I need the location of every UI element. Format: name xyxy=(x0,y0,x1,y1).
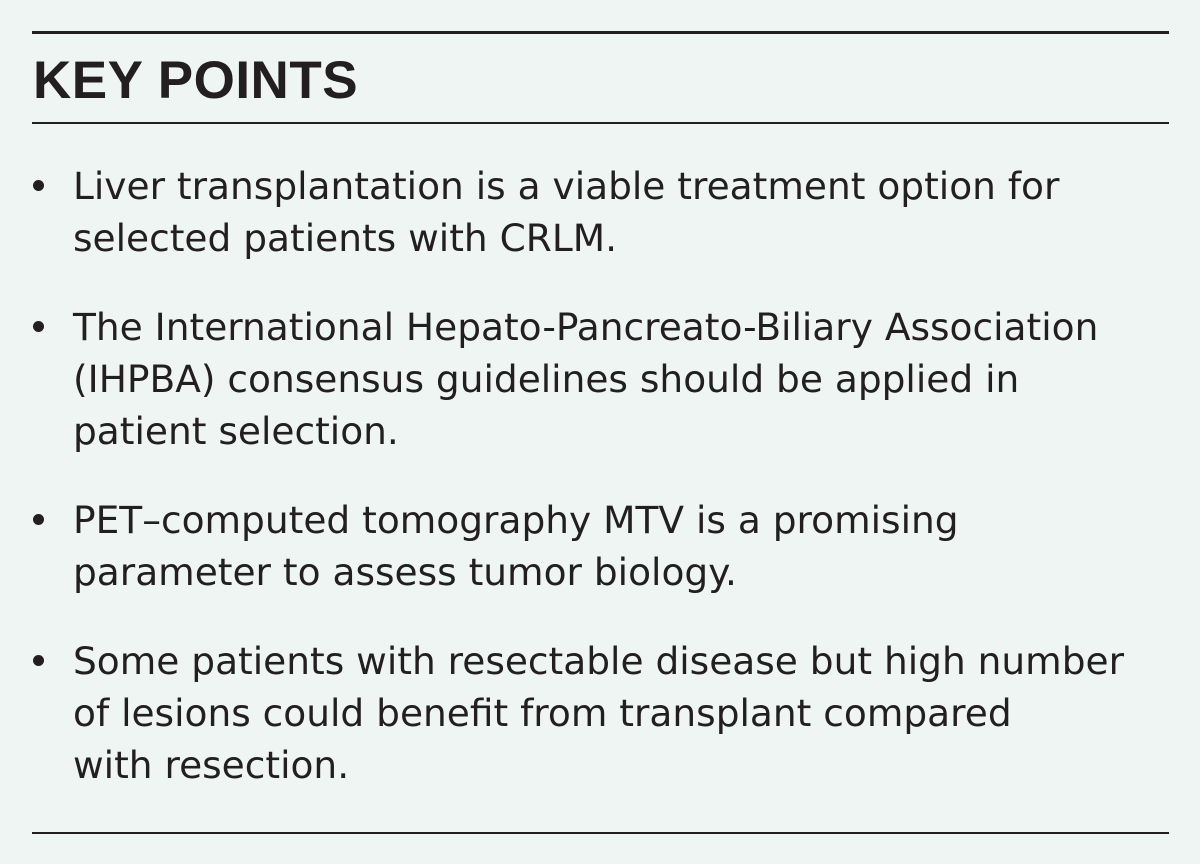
bullet-icon xyxy=(33,514,44,525)
bottom-rule xyxy=(32,832,1169,834)
bullet-icon xyxy=(33,180,44,191)
bullet-icon xyxy=(33,655,44,666)
key-point-line: of lesions could benefit from transplant compared xyxy=(73,691,1012,735)
key-point-line: selected patients with CRLM. xyxy=(73,216,618,260)
key-points-heading: KEY POINTS xyxy=(33,51,359,110)
key-point-line: with resection. xyxy=(73,743,350,787)
key-point-line: Liver transplantation is a viable treatment option for xyxy=(73,164,1060,208)
key-point-item xyxy=(30,635,1160,791)
key-point-item xyxy=(30,301,1160,457)
key-point-line: patient selection. xyxy=(73,409,399,453)
bullet-icon xyxy=(33,321,44,332)
key-point-item xyxy=(30,494,1160,598)
key-points-list xyxy=(30,160,1160,828)
key-point-line: parameter to assess tumor biology. xyxy=(73,550,737,594)
top-rule xyxy=(32,31,1169,34)
key-point-line: (IHPBA) consensus guidelines should be applied in xyxy=(73,357,1020,401)
key-point-line: Some patients with resectable disease but high number xyxy=(73,639,1125,683)
key-point-line: PET–computed tomography MTV is a promising xyxy=(73,498,959,542)
heading-rule xyxy=(32,122,1169,124)
key-point-line: The International Hepato-Pancreato-Biliary Association xyxy=(73,305,1099,349)
key-point-item xyxy=(30,160,1160,264)
